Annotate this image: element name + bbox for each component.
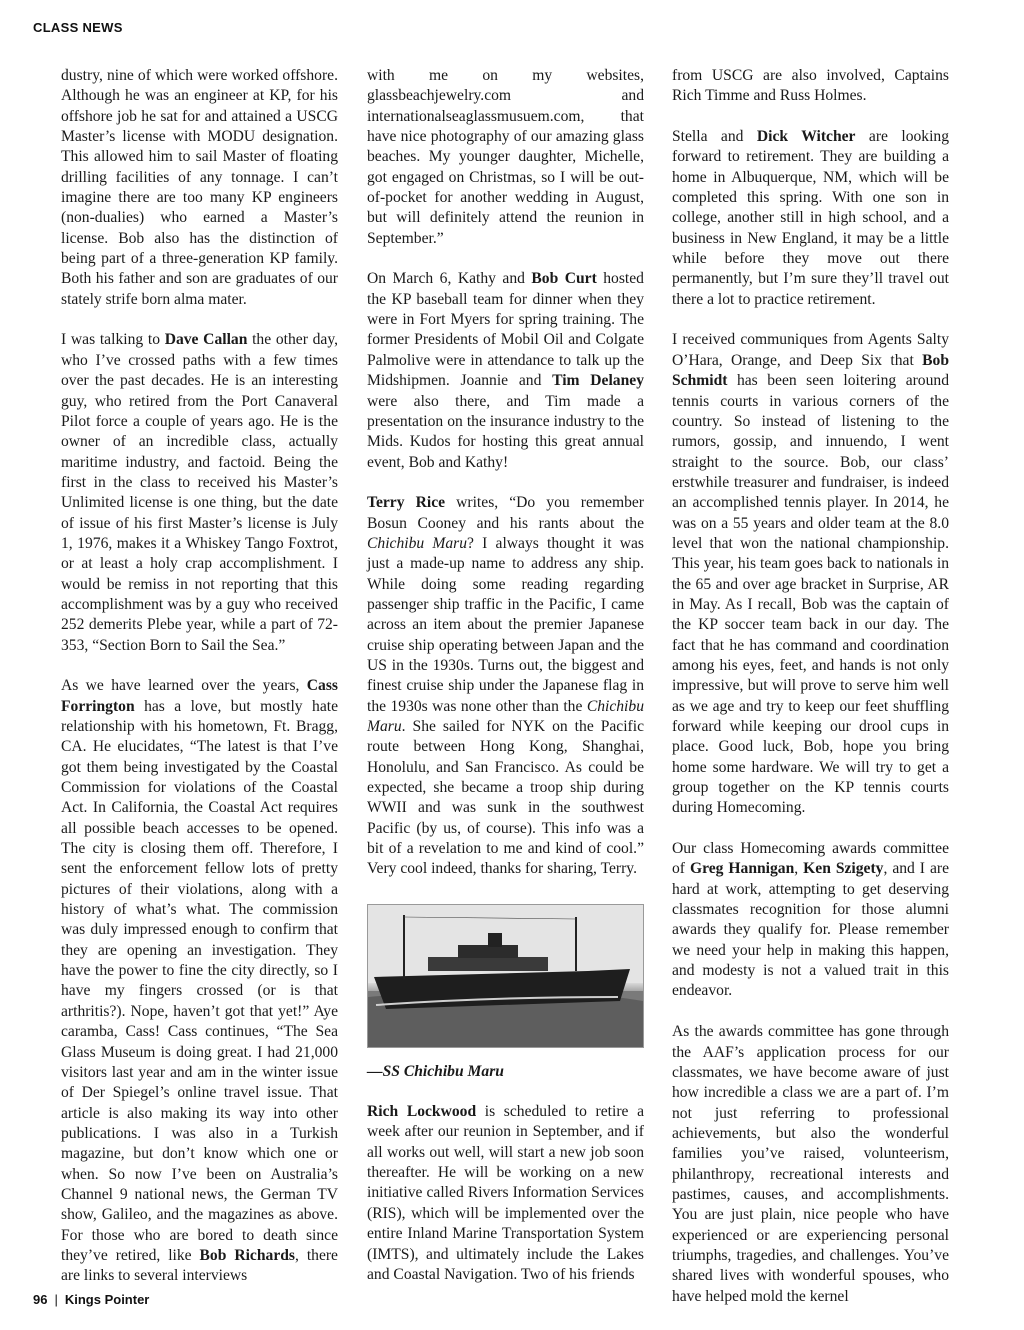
classmate-name: Dave Callan bbox=[164, 331, 248, 349]
paragraph: from USCG are also involved, Captains Rich Timme and Russ Holmes. bbox=[672, 67, 949, 105]
ship-photo bbox=[367, 904, 644, 1048]
paragraph: Terry Rice writes, “Do you remember Bosun Cooney and his rants about the Chichibu Maru? I always thought it was just a made-up name to address any ship. While doing some reading regarding passenger ship traffic in the Pacific, I came across an item about the premier Japanese cruise ship operating between Japan and the US in the 1930s. Turns out, the biggest and finest cruise ship under the Japanese flag in the 1930s was none other than the Chichibu Maru. She sailed for NYK on the Pacific route between Hong Kong, Shanghai, Honolulu, and San Francisco. As could be expected, she became a troop ship during WWII and was sunk in the southwest Pacific (by us, of course). This info was a bit of a revelation to me and kind of cool.” Very cool indeed, thanks for sharing, Terry. bbox=[367, 494, 644, 878]
classmate-name: Bob Richards bbox=[199, 1246, 295, 1264]
paragraph: Our class Homecoming awards committee of Greg Hannigan, Ken Szigety, and I are hard at work, attempting to get deserving classmates recognition for those alumni awards they qualify for. Please remember we need your help in making this happen, and modesty is not a valued trait in this endeavor. bbox=[672, 840, 949, 1000]
classmate-name: Tim Delaney bbox=[552, 372, 644, 390]
classmate-name: Dick Witcher bbox=[756, 128, 856, 146]
classmate-name: Ken Szigety bbox=[803, 860, 884, 878]
ship-name: Chichibu Maru bbox=[367, 697, 644, 735]
classmate-name: Cass Forrington bbox=[61, 677, 338, 715]
section-header: CLASS NEWS bbox=[33, 20, 123, 35]
classmate-name: Terry Rice bbox=[367, 494, 446, 512]
paragraph: As we have learned over the years, Cass Forrington has a love, but mostly hate relationship with his hometown, Ft. Bragg, CA. He elucidates, “The latest is that I’ve got them being investigated by the Coastal Commission for violations of the Coastal Act. In California, the Coastal Act requires all possible beach accesses to be opened. The city is closing them off. Therefore, I sent the enforcement fellow lots of pretty pictures of their violations, along with a history of what’s what. The commission was duly impressed enough to confirm that they are opening an investigation. They have the power to fine the city directly, so I have my fingers crossed (or is that arthritis?). Nope, haven’t got that yet!” Aye caramba, Cass! Cass continues, “The Sea Glass Museum is doing great. I had 21,000 visitors last year and am in the winter issue of Der Spiegel’s online travel issue. That article is also making its way into other publications. I was also in a Turkish magazine, but don’t know which one or when. So now I’ve been on Australia’s Channel 9 national news, the German TV show, Galileo, and the magazines as above. For those who are bored to death since they’ve retired, like Bob Richards, there are links to several interviews bbox=[61, 677, 338, 1285]
paragraph: Stella and Dick Witcher are looking forward to retirement. They are building a home in Albuquerque, NM, which will be completed this spring. With one son in college, another still in high school, and a business in New England, it may be a little while before they move out there permanently, but I’m sure they’ll travel out there a lot to practice retirement. bbox=[672, 128, 950, 308]
paragraph: Rich Lockwood is scheduled to retire a week after our reunion in September, and if all works out well, will start a new job soon thereafter. He will be working on a new initiative called Rivers Information Services (RIS), which will be implemented over the entire Inland Marine Transportation System (IMTS), and ultimately include the Lakes and Coastal Navigation. Two of his friends bbox=[367, 1103, 644, 1283]
ship-illustration bbox=[368, 905, 643, 1047]
article-column-2 bbox=[367, 66, 644, 1285]
page-footer bbox=[33, 1292, 149, 1307]
classmate-name: Bob Curt bbox=[531, 270, 597, 288]
paragraph: dustry, nine of which were worked offshore. Although he was an engineer at KP, for his offshore job he sat for and attained a USCG Master’s license with MODU designation. This allowed him to sail Master of floating drilling facilities of any tonnage. I can’t imagine there are too many KP engineers (non-dualies) who earned a Master’s license. Bob also has the distinction of being part of a three-generation KP family. Both his father and son are graduates of our stately strife born alma mater. bbox=[61, 67, 338, 308]
ship-name: Chichibu Maru bbox=[367, 534, 468, 552]
footer-separator: | bbox=[54, 1292, 58, 1307]
publication-name: Kings Pointer bbox=[64, 1292, 150, 1307]
paragraph: I received communiques from Agents Salty O’Hara, Orange, and Deep Six that Bob Schmidt has been seen loitering around tennis courts in various corners of the country. So instead of listening to the rumors, gossip, and innuendo, I went straight to the source. Bob, our class’ erstwhile treasurer and fundraiser, is indeed an accomplished tennis player. In 2014, he was on a 55 years and older team at the 8.0 level that won the national championship. This year, his team goes back to nationals in the 65 and over age bracket in Surprise, AR in May. As I recall, Bob was the captain of the KP soccer team back in our day. The fact that he has command and coordination among his eyes, feet, and hands is not only impressive, but will prove to serve him well as we age and try to keep our feet shuffling forward while keeping our drool cups in place. Good luck, Bob, hope you bring home some hardware. We will try to get a group together on the KP tennis courts during Homecoming. bbox=[672, 331, 949, 817]
page-number: 96 bbox=[33, 1292, 48, 1307]
article-column-1 bbox=[61, 66, 338, 1287]
classmate-name: Rich Lockwood bbox=[367, 1103, 477, 1121]
paragraph: I was talking to Dave Callan the other day, who I’ve crossed paths with a few times over the past decades. He is an interesting guy, who retired from the Port Canaveral Pilot force a couple of years ago. He is the owner of an incredible class, actually maritime industry, and factoid. Being the first in the class to received his Master’s Unlimited license is one thing, but the date of issue of his first Master’s license is July 1, 1976, makes it a Whiskey Tango Foxtrot, or at least a holy crap accomplishment. I would be remiss in not reporting that this accomplishment was by a guy who received 252 demerits Plebe year, while a part of 72-353, “Section Born to Sail the Sea.” bbox=[61, 331, 338, 654]
classmate-name: Bob Schmidt bbox=[672, 351, 949, 390]
photo-caption: —SS Chichibu Maru bbox=[367, 1062, 504, 1080]
paragraph: As the awards committee has gone through the AAF’s application process for our classmates, we have become aware of just how incredible a class we are a part of. I’m not just referring to professional achievements, but also the wonderful families you’ve raised, volunteerism, philanthropy, recreational interests and pastimes, causes, and accomplishments. You are just plain, nice people who have experienced or are experiencing personal triumphs, tragedies, and challenges. You’ve shared lives with wonderful spouses, who have helped mold the kernel bbox=[672, 1023, 949, 1305]
article-column-3 bbox=[672, 66, 949, 1307]
paragraph: On March 6, Kathy and Bob Curt hosted the KP baseball team for dinner when they were in Fort Myers for spring training. The former Presidents of Mobil Oil and Colgate Palmolive were in attendance to talk up the Midshipmen. Joannie and Tim Delaney were also there, and Tim made a presentation on the insurance industry to the Mids. Kudos for hosting this great annual event, Bob and Kathy! bbox=[367, 270, 644, 471]
classmate-name: Greg Hannigan bbox=[689, 860, 795, 878]
paragraph: with me on my websites, glassbeachjewelry.com and internationalseaglassmusuem.com, that have nice photography of our amazing glass beaches. My younger daughter, Michelle, got engaged on Christmas, so I will be out-of-pocket for another wedding in August, but will definitely attend the reunion in September.” bbox=[367, 67, 644, 247]
